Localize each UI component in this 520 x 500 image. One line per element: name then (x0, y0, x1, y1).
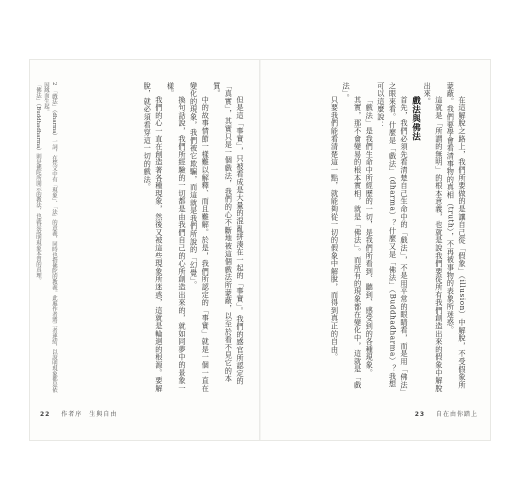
paragraph: 其實，那不會變易的根本實相，就是「佛法」。而所有的現象都在變化中，這就是「戲法」。 (342, 82, 363, 390)
left-body-text (60, 82, 246, 394)
paragraph: 首先，我們必須先看清楚自己生命中的「戲法」，不是用平常的眼睛看，而是用「佛法」之眼來看。什麼是「戲法」（dharma）？什麼又是「佛法」（Buddhadharma）？我想可以這麼說： (376, 82, 410, 394)
left-page (30, 60, 260, 440)
running-head: 作者序 生與自由 (61, 411, 118, 418)
paragraph: 中的故事情節一樣難以解釋、而且難解。於是，我們所認定的「事實」就是一個一直在變化的現象，我們被它欺騙，而這就是我們所說的「幻覺」。 (189, 82, 211, 393)
footnote: 「佛法」（Buddhadharma）則是佛陀所開示的教法，也就是說明現象本質的真理。 (35, 82, 41, 284)
right-body-text (274, 82, 468, 394)
page-number: 23 (414, 411, 426, 418)
paragraph: 我們的心一直在創造著各種現象，然後又被這些現象所迷惑，這就是輪迴的根源。要解脫，就必須看穿這一切的戲法。 (143, 82, 164, 393)
footnote: 2 「戲法」（dharma）一詞，在梵文中有「現象」、「法」的意義，同時也指佛陀的教義。此處作者將二者連結，以說明現象都是依因緣而生起。 (43, 82, 57, 393)
running-head: 自在由你踏上 (435, 411, 478, 418)
paragraph: 只要我們能看清楚這一點，就能夠從一切的假象中解脫，而得到真正的自由。 (330, 96, 340, 362)
book-spread (30, 60, 490, 440)
paragraph: 「戲法」是我們生命中所經歷的一切，是我們所看到、聽到、感受到的各種現象。 (365, 96, 375, 378)
section-heading: 戲法與佛法 (411, 96, 422, 141)
paragraph: 這就是「所謂的無明」的根本意義，也就是說我們要從所有我們創造出來的假象中解脫出來。 (423, 82, 444, 393)
paragraph: 換句話說，我們所經驗的一切都是由我們自己的心所創造出來的，就如同夢中的景象一樣。 (166, 82, 188, 393)
page-number: 22 (40, 411, 51, 418)
paragraph: 但是這「事實」，只被看成是大量的混亂拼湊在一起的「事實」。我們的感官所認定的「真實」，其實只是一個戲法，我們的心不斷地被這個戲法所蒙蔽，以至於看不見它的本質。 (212, 82, 245, 386)
left-folio (40, 409, 117, 418)
paragraph: 在這解脫之路上，我們所要做的是讓自己從「假象」（illusion）中解脫，不受假象所蒙蔽。我們要學會看清事物的真相（truth），不再被事物的表象所迷惑。 (446, 82, 467, 390)
right-page (260, 60, 490, 440)
footnotes (35, 82, 58, 394)
right-folio (415, 409, 478, 418)
